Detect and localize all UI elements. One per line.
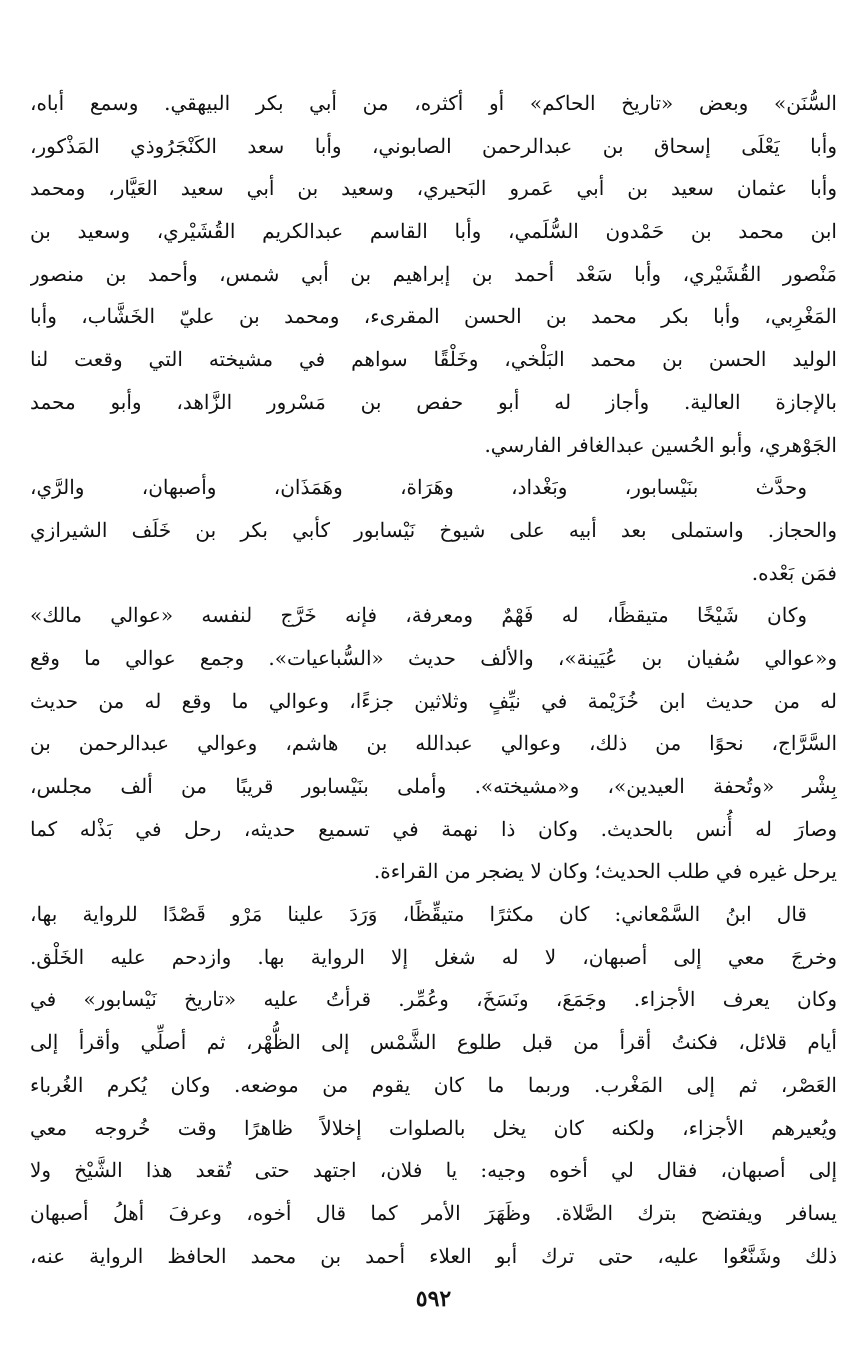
text-line: مَنْصور القُشَيْري، وأبا سَعْد أحمد بن إبراهيم بن أبي شمس، وأحمد بن منصور: [30, 261, 837, 286]
text-line: والحجاز. واستملى بعد أبيه على شيوخ نَيْسابور كأبي بكر بن خَلَف الشيرازي: [30, 517, 837, 542]
text-line: يسافر ويفتضح بترك الصَّلاة. وظَهَرَ الأمر كما قال أخوه، وعرفَ أهلُ أصبهان: [30, 1200, 837, 1225]
text-line: بالإجازة العالية. وأجاز له أبو حفص بن مَسْرور الزَّاهد، وأبو محمد: [30, 389, 837, 414]
text-line: و«عوالي سُفيان بن عُيَينة»، والألف حديث «السُّباعيات». وجمع عوالي ما وقع: [30, 645, 837, 670]
text-line: العَصْر، ثم إلى المَغْرب. وربما ما كان يقوم من موضعه. وكان يُكرم الغُرباء: [30, 1072, 837, 1097]
text-line: وأبا عثمان سعيد بن أبي عَمرو البَحيري، وسعيد بن أبي سعيد العَيَّار، ومحمد: [30, 176, 837, 201]
text-line: إلى أصبهان، فقال لي أخوه وجيه: يا فلان، اجتهد حتى تُقعد هذا الشَّيْخ ولا: [30, 1158, 837, 1183]
text-line: وكان يعرف الأجزاء. وجَمَعَ، ونَسَخَ، وعُمِّر. قرأتُ عليه «تاريخ نَيْسابور» في: [30, 987, 837, 1012]
text-line: قال ابنُ السَّمْعاني: كان مكثرًا متيقِّظًا، وَرَدَ علينا مَرْو قَصْدًا للرواية بها،: [30, 902, 807, 927]
text-line: وحدَّث بنَيْسابور، وبَغْداد، وهَرَاة، وهَمَذَان، وأصبهان، والرَّي،: [30, 475, 807, 500]
text-line: المَغْرِبي، وأبا بكر محمد بن الحسن المقرىء، ومحمد بن عليّ الخَشَّاب، وأبا: [30, 304, 837, 329]
text-line: الوليد الحسن بن محمد البَلْخي، وخَلْقًا سواهم في مشيخته التي وقعت لنا: [30, 347, 837, 372]
text-line: بِشْر «وتُحفة العيدين»، و«مشيخته». وأملى بنَيْسابور قريبًا من ألف مجلس،: [30, 774, 837, 798]
text-line: يرحل غيره في طلب الحديث؛ وكان لا يضجر من القراءة.: [373, 859, 837, 884]
text-line: السُّنَن» وبعض «تاريخ الحاكم» أو أكثره، من أبي بكر البيهقي. وسمع أباه،: [30, 91, 837, 115]
text-line: أيام قلائل، فكنتُ أقرأ من قبل طلوع الشَّمْس إلى الظُّهْر، ثم أصلِّي وأقرأ إلى: [30, 1030, 837, 1055]
text-line: السَّرَّاج، نحوًا من ذلك، وعوالي عبدالله بن هاشم، وعوالي عبدالرحمن بن: [30, 731, 837, 756]
text-line: فمَن بَعْده.: [751, 560, 837, 585]
text-line: ابن محمد بن حَمْدون السُّلَمي، وأبا القاسم عبدالكريم القُشَيْري، وسعيد بن: [30, 219, 837, 244]
text-line: وأبا يَعْلَى إسحاق بن عبدالرحمن الصابوني، وأبا سعد الكَنْجَرُوذي المَذْكور،: [30, 133, 837, 158]
page-number: ٥٩٢: [415, 1286, 452, 1312]
text-line: وخرجَ معي إلى أصبهان، لا له شغل إلا الرواية بها. وازدحم عليه الخَلْق.: [30, 944, 837, 969]
text-line: ويُعيرهم الأجزاء، ولكنه كان يخل بالصلوات إخلالاً ظاهرًا وقت خُروجه معي: [30, 1115, 837, 1140]
text-line: وصارَ له أُنس بالحديث. وكان ذا نهمة في تسميع حديثه، رحل في بَذْله كما: [30, 816, 837, 841]
text-line: الجَوْهري، وأبو الحُسين عبدالغافر الفارسي.: [484, 432, 837, 457]
text-line: ذلك وشَنَّعُوا عليه، حتى ترك أبو العلاء أحمد بن محمد الحافظ الرواية عنه،: [30, 1243, 837, 1268]
body-text: [30, 82, 837, 1277]
text-line: له من حديث ابن خُزَيْمة في نيِّفٍ وثلاثين جزءًا، وعوالي ما وقع له من حديث: [30, 688, 837, 713]
text-line: وكان شَيْخًا متيقظًا، له فَهْمٌ ومعرفة، فإنه خَرَّج لنفسه «عوالي مالك»: [30, 603, 807, 628]
